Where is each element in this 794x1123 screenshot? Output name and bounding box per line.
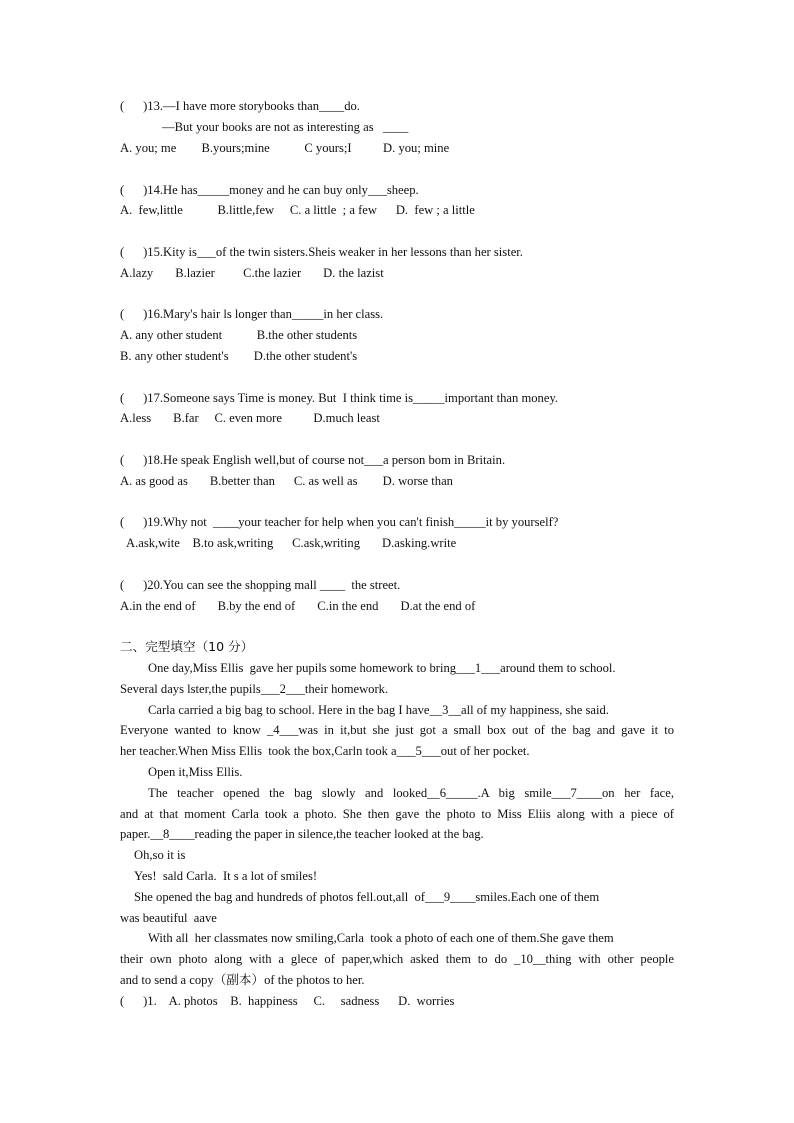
question-14-stem: ( )14.He has_____money and he can buy only___sheep.: [120, 183, 419, 197]
passage-line: Carla carried a big bag to school. Here in the bag I have__3__all of my happiness, she said.: [148, 703, 609, 717]
question-16-options: A. any other student B.the other students: [120, 328, 358, 342]
passage-line: Yes! sald Carla. It s a lot of smiles!: [134, 869, 318, 883]
passage-line: Several days lster,the pupils___2___their homework.: [120, 682, 389, 696]
question-18-options: A. as good as B.better than C. as well as D. worse than: [120, 474, 453, 488]
passage-line: Open it,Miss Ellis.: [148, 765, 243, 779]
question-14-options: A. few,little B.little,few C. a little ; a few D. few ; a little: [120, 203, 475, 217]
question-16-options-row2: B. any other student's D.the other student's: [120, 349, 358, 363]
question-20-stem: ( )20.You can see the shopping mall ____ the street.: [120, 578, 401, 592]
passage-line: Oh,so it is: [134, 848, 186, 862]
passage-line: paper.__8____reading the paper in silence,the teacher looked at the bag.: [120, 827, 484, 841]
question-17-stem: ( )17.Someone says Time is money. But I think time is_____important than money.: [120, 391, 559, 405]
question-15-options: A.lazy B.lazier C.the lazier D. the lazist: [120, 266, 384, 280]
question-13-stem-reply: —But your books are not as interesting as ____: [162, 120, 409, 134]
question-13-options: A. you; me B.yours;mine C yours;I D. you; mine: [120, 141, 450, 155]
question-17-options: A.less B.far C. even more D.much least: [120, 411, 380, 425]
passage-line: was beautiful aave: [120, 911, 217, 925]
question-13-stem: ( )13.—I have more storybooks than____do.: [120, 99, 360, 113]
passage-line: and at that moment Carla took a photo. She then gave the photo to Miss Eliis along with a piece of: [120, 807, 674, 821]
passage-line: She opened the bag and hundreds of photos fell.out,all of___9____smiles.Each one of them: [134, 890, 600, 904]
passage-line: Everyone wanted to know _4___was in it,but she just got a small box out of the bag and gave it to: [120, 723, 674, 737]
question-16-stem: ( )16.Mary's hair ls longer than_____in her class.: [120, 307, 384, 321]
question-19-options: A.ask,wite B.to ask,writing C.ask,writing D.asking.write: [126, 536, 457, 550]
passage-line: and to send a copy（副本）of the photos to her.: [120, 973, 365, 987]
passage-line: The teacher opened the bag slowly and looked__6_____.A big smile___7____on her face,: [148, 786, 674, 800]
question-19-stem: ( )19.Why not ____your teacher for help when you can't finish_____it by yourself?: [120, 515, 559, 529]
cloze-question-1: ( )1. A. photos B. happiness C. sadness D. worries: [120, 994, 455, 1008]
question-18-stem: ( )18.He speak English well,but of course not___a person bom in Britain.: [120, 453, 506, 467]
section-heading: 二、完型填空（10 分）: [120, 639, 254, 654]
passage-line: her teacher.When Miss Ellis took the box,Carln took a___5___out of her pocket.: [120, 744, 530, 758]
passage-line: their own photo along with a glece of paper,which asked them to do _10__thing with other people: [120, 952, 674, 966]
question-20-options: A.in the end of B.by the end of C.in the end D.at the end of: [120, 599, 476, 613]
question-15-stem: ( )15.Kity is___of the twin sisters.Sheis weaker in her lessons than her sister.: [120, 245, 523, 259]
passage-line: One day,Miss Ellis gave her pupils some homework to bring___1___around them to school.: [148, 661, 616, 675]
passage-line: With all her classmates now smiling,Carla took a photo of each one of them.She gave them: [148, 931, 614, 945]
